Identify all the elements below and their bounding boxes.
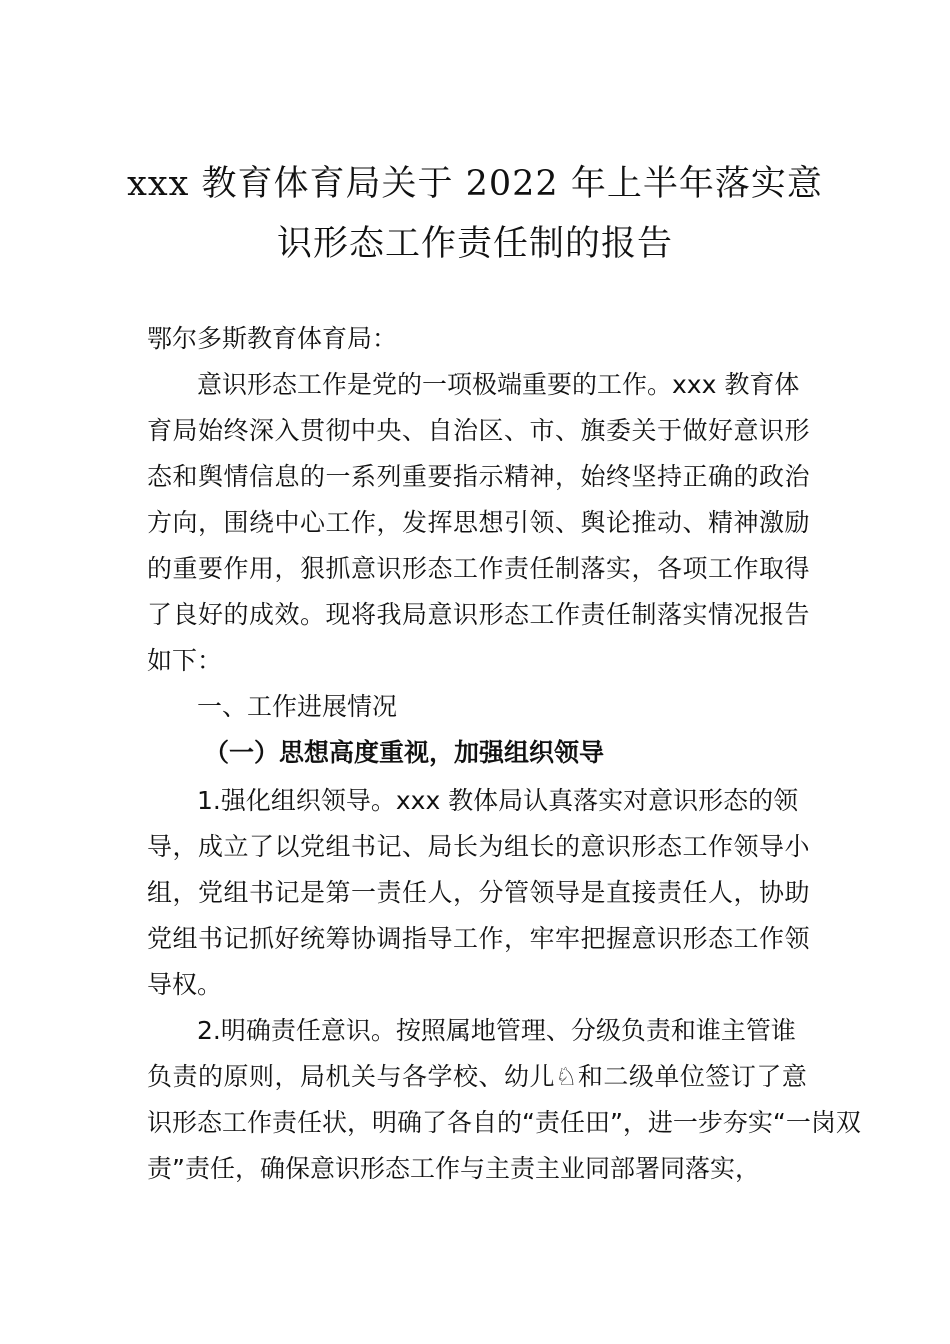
item-2-line: 2.明确责任意识。按照属地管理、分级负责和谁主管谁 — [197, 1016, 796, 1045]
salutation: 鄂尔多斯教育体育局： — [147, 324, 398, 353]
document-title-line-1: xxx 教育体育局关于 2022 年上半年落实意 — [127, 164, 823, 204]
intro-line: 的重要作用，狠抓意识形态工作责任制落实，各项工作取得 — [147, 554, 811, 583]
intro-line: 态和舆情信息的一系列重要指示精神，始终坚持正确的政治 — [147, 462, 811, 491]
intro-line: 了良好的成效。现将我局意识形态工作责任制落实情况报告 — [147, 600, 811, 629]
item-2-line: 负责的原则，局机关与各学校、幼儿♘和二级单位签订了意 — [147, 1062, 808, 1091]
item-1-line: 党组书记抓好统筹协调指导工作，牢牢把握意识形态工作领 — [147, 924, 811, 953]
item-1-line: 组，党组书记是第一责任人，分管领导是直接责任人，协助 — [147, 878, 811, 907]
item-2-line: 责”责任，确保意识形态工作与主责主业同部署同落实， — [147, 1154, 760, 1183]
intro-line: 方向，围绕中心工作，发挥思想引领、舆论推动、精神激励 — [147, 508, 811, 537]
item-2-line: 识形态工作责任状，明确了各自的“责任田”，进一步夯实“一岗双 — [147, 1108, 861, 1137]
item-1-line: 导，成立了以党组书记、局长为组长的意识形态工作领导小 — [147, 832, 811, 861]
document-title-line-2: 识形态工作责任制的报告 — [276, 224, 673, 264]
intro-line: 意识形态工作是党的一项极端重要的工作。xxx 教育体 — [197, 370, 800, 399]
section-heading: 一、工作进展情况 — [197, 692, 398, 721]
item-1-line: 1.强化组织领导。xxx 教体局认真落实对意识形态的领 — [197, 786, 799, 815]
intro-line: 如下： — [147, 646, 223, 675]
subsection-heading: （一）思想高度重视，加强组织领导 — [204, 738, 605, 767]
item-1-line: 导权。 — [147, 970, 223, 999]
intro-line: 育局始终深入贯彻中央、自治区、市、旗委关于做好意识形 — [147, 416, 811, 445]
